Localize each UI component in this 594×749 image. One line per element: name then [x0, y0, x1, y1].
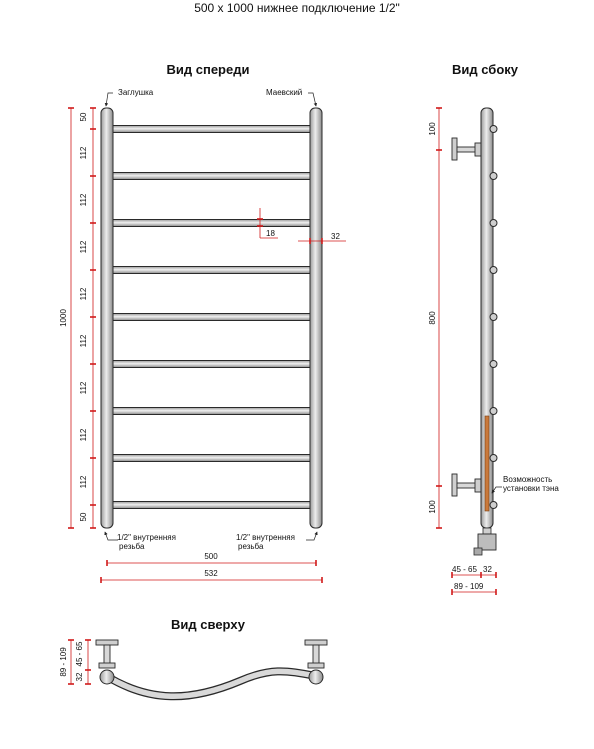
side-dim-800: 800 [428, 311, 437, 325]
rung-7 [108, 408, 316, 415]
dim-spacing-7: 112 [79, 428, 88, 442]
dim-spacing-4: 112 [79, 287, 88, 301]
dim-rung-18: 18 [266, 229, 275, 238]
rung-9 [108, 502, 316, 509]
dim-spacing-2: 112 [79, 193, 88, 207]
plug-label: Заглушка [118, 88, 154, 97]
top-dim-bracket: 45 - 65 [75, 641, 84, 667]
top-view [59, 617, 327, 696]
side-stub-4 [490, 267, 497, 274]
thread-left-label-2: резьба [119, 542, 145, 551]
side-dim-pipe: 32 [483, 565, 492, 574]
rung-5 [108, 314, 316, 321]
top-view-title: Вид сверху [171, 617, 245, 632]
heater-label-1: Возможность [503, 475, 553, 484]
dim-post-32: 32 [331, 232, 340, 241]
thread-right-leader [306, 532, 317, 540]
side-dim-depth: 89 - 109 [454, 582, 484, 591]
side-stub-3 [490, 220, 497, 227]
dim-spacing-5: 112 [79, 334, 88, 348]
side-dim-100-bottom: 100 [428, 500, 437, 514]
dim-500: 500 [204, 552, 218, 561]
side-dim-bracket: 45 - 65 [452, 565, 477, 574]
dim-spacing-6: 112 [79, 381, 88, 395]
heater-element [485, 416, 489, 511]
front-view [59, 62, 346, 583]
heater-label-2: установки тэна [503, 484, 559, 493]
dim-532: 532 [204, 569, 218, 578]
thread-right-label-2: резьба [238, 542, 264, 551]
thread-right-label-1: 1/2" внутренняя [236, 533, 295, 542]
mayevsky-leader [308, 93, 316, 106]
dim-top-50: 50 [79, 112, 88, 122]
side-stub-6 [490, 361, 497, 368]
top-dim-depth: 89 - 109 [59, 647, 68, 677]
side-stub-9 [490, 502, 497, 509]
rung-4 [108, 267, 316, 274]
side-view [428, 62, 559, 595]
dim-spacing-8: 112 [79, 475, 88, 489]
rungs-group [108, 126, 316, 509]
dim-1000-label: 1000 [59, 309, 68, 327]
front-view-title: Вид спереди [166, 62, 250, 77]
side-stub-1 [490, 126, 497, 133]
bottom-bracket [452, 474, 481, 496]
mayevsky-label: Маевский [266, 88, 303, 97]
side-view-title: Вид сбоку [451, 62, 519, 77]
plug-leader [106, 93, 113, 106]
rung-8 [108, 455, 316, 462]
side-stub-2 [490, 173, 497, 180]
heater-connector [474, 528, 496, 555]
right-post [310, 108, 322, 528]
rung-3 [108, 220, 316, 227]
segment-labels [79, 146, 88, 488]
top-bracket [452, 138, 481, 160]
page-title: 500 х 1000 нижнее подключение 1/2" [194, 1, 400, 15]
side-dim-100-top: 100 [428, 122, 437, 136]
dim-bottom-50: 50 [79, 512, 88, 522]
top-dim-pipe: 32 [75, 672, 84, 682]
rung-6 [108, 361, 316, 368]
side-stub-7 [490, 408, 497, 415]
rung-1 [108, 126, 316, 133]
dim-spacing-1: 112 [79, 146, 88, 160]
side-stub-5 [490, 314, 497, 321]
rung-2 [108, 173, 316, 180]
left-post [101, 108, 113, 528]
dim-spacing-3: 112 [79, 240, 88, 254]
thread-left-label-1: 1/2" внутренняя [117, 533, 176, 542]
side-stub-8 [490, 455, 497, 462]
